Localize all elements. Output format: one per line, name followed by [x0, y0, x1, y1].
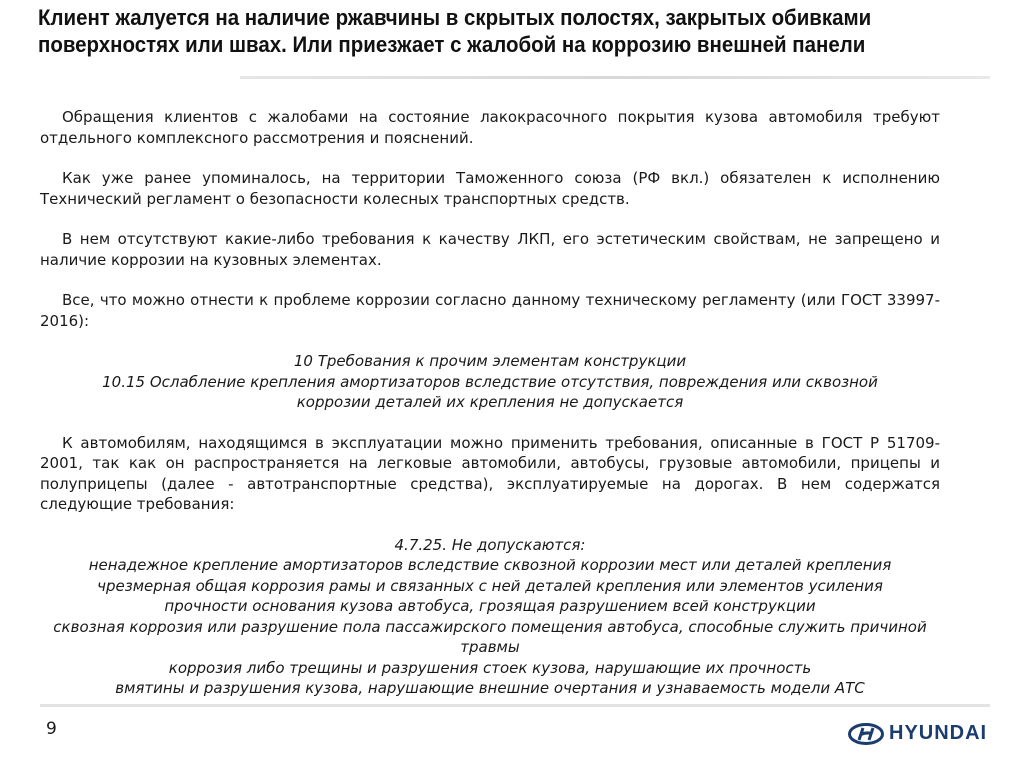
quote-line: чрезмерная общая коррозия рамы и связанных с ней деталей крепления или элементов усиления прочности основания кузова автобуса, грозящая разрушением всей конструкции — [97, 576, 883, 615]
footer-divider — [40, 704, 990, 707]
page-number: 9 — [46, 719, 57, 739]
logo-text: HYUNDAI — [889, 722, 988, 744]
hyundai-emblem-icon — [848, 723, 884, 745]
quote-block-gost-33997 — [40, 351, 940, 413]
quote-line: вмятины и разрушения кузова, нарушающие внешние очертания и узнаваемость модели АТС — [115, 679, 865, 697]
slide-title: Клиент жалуется на наличие ржавчины в скрытых полостях, закрытых обивками поверхностях или швах. Или приезжает с жалобой на коррозию внешней панели — [38, 5, 872, 57]
quote-line: 10.15 Ослабление крепления амортизаторов вследствие отсутствия, повреждения или сквозной коррозии деталей их крепления не допускается — [102, 372, 878, 411]
paragraph: Все, что можно отнести к проблеме коррозии согласно данному техническому регламенту (или ГОСТ 33997-2016): — [40, 291, 940, 330]
paragraph: Обращения клиентов с жалобами на состояние лакокрасочного покрытия кузова автомобиля требуют отдельного комплексного рассмотрения и пояснений. — [40, 108, 940, 147]
quote-line: коррозия либо трещины и разрушения стоек кузова, нарушающие их прочность — [168, 658, 812, 677]
quote-line: 10 Требования к прочим элементам конструкции — [293, 352, 687, 370]
quote-line: ненадежное крепление амортизаторов вследствие сквозной коррозии мест или деталей крепления — [88, 556, 892, 574]
hyundai-logo — [848, 722, 987, 745]
quote-line: 4.7.25. Не допускаются: — [394, 535, 586, 554]
paragraph: В нем отсутствуют какие-либо требования к качеству ЛКП, его эстетическим свойствам, не запрещено и наличие коррозии на кузовных элементах. — [40, 230, 940, 269]
slide-body — [40, 107, 940, 719]
paragraph: К автомобилям, находящимся в эксплуатации можно применить требования, описанные в ГОСТ Р 51709-2001, так как он распространяется на легковые автомобили, автобусы, грузовые автомобили, прицепы и полуприцепы (далее - автотранспортные средства), эксплуатируемые на дорогах. В нем содержатся следующие требования: — [40, 433, 940, 513]
quote-line: сквозная коррозия или разрушение пола пассажирского помещения автобуса, способные служить причиной травмы — [53, 617, 927, 656]
paragraph: Как уже ранее упоминалось, на территории Таможенного союза (РФ вкл.) обязателен к исполнению Технический регламент о безопасности колесных транспортных средств. — [40, 169, 940, 208]
quote-block-gost-51709 — [40, 535, 940, 699]
title-divider — [240, 76, 990, 79]
